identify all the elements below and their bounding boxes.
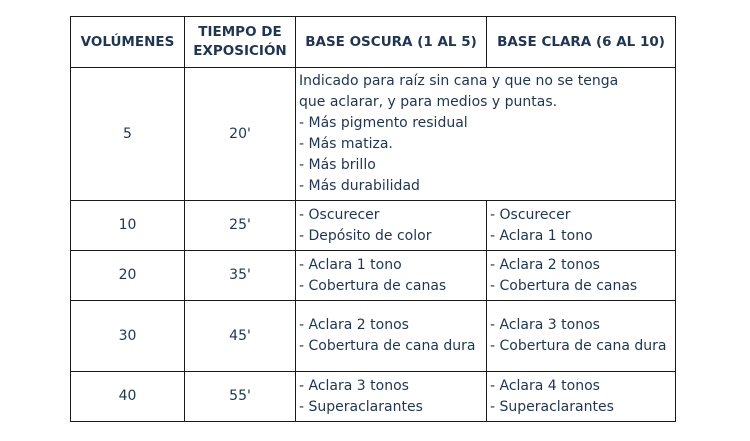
dark-item: - Oscurecer <box>299 206 380 223</box>
dark-base-cell <box>296 301 487 372</box>
description-item: - Más matiza. <box>299 136 393 152</box>
time-cell: 45' <box>185 301 296 372</box>
developer-volume-table <box>70 16 676 422</box>
light-item: - Aclara 4 tonos <box>490 377 600 394</box>
description-item: - Más durabilidad <box>299 178 420 194</box>
dark-item: - Aclara 3 tonos <box>299 377 409 394</box>
light-item: - Superaclarantes <box>490 398 614 415</box>
time-cell: 55' <box>185 372 296 422</box>
volume-cell: 20 <box>71 251 185 301</box>
table-row <box>71 68 676 201</box>
light-base-cell <box>487 201 676 251</box>
header-light-base: BASE CLARA (6 AL 10) <box>487 17 676 68</box>
dark-item: - Aclara 2 tonos <box>299 317 409 333</box>
light-item: - Cobertura de cana dura <box>490 338 667 354</box>
volume-cell: 40 <box>71 372 185 422</box>
light-base-cell <box>487 301 676 372</box>
header-time-line1: TIEMPO DE <box>198 24 282 40</box>
combined-description-cell <box>296 68 676 201</box>
dark-base-cell <box>296 251 487 301</box>
time-cell: 25' <box>185 201 296 251</box>
table-row <box>71 372 676 422</box>
time-cell: 20' <box>185 68 296 201</box>
light-item: - Aclara 1 tono <box>490 227 593 244</box>
header-time-line2: EXPOSICIÓN <box>193 43 287 59</box>
volume-cell: 30 <box>71 301 185 372</box>
time-cell: 35' <box>185 251 296 301</box>
light-base-cell <box>487 251 676 301</box>
light-base-cell <box>487 372 676 422</box>
header-exposure-time <box>185 17 296 68</box>
dark-base-cell <box>296 201 487 251</box>
dark-base-cell <box>296 372 487 422</box>
table-row <box>71 301 676 372</box>
header-dark-base: BASE OSCURA (1 AL 5) <box>296 17 487 68</box>
volume-cell: 5 <box>71 68 185 201</box>
volume-cell: 10 <box>71 201 185 251</box>
light-item: - Aclara 2 tonos <box>490 256 600 273</box>
description-item: - Más pigmento residual <box>299 115 468 131</box>
header-volumes: VOLÚMENES <box>71 17 185 68</box>
table-row <box>71 201 676 251</box>
description-intro: Indicado para raíz sin cana y que no se tenga que aclarar, y para medios y puntas. <box>299 73 619 110</box>
dark-item: - Depósito de color <box>299 227 432 244</box>
light-item: - Aclara 3 tonos <box>490 317 600 333</box>
dark-item: - Aclara 1 tono <box>299 256 402 273</box>
light-item: - Oscurecer <box>490 206 571 223</box>
dark-item: - Cobertura de cana dura <box>299 338 476 354</box>
description-item: - Más brillo <box>299 157 376 173</box>
dark-item: - Cobertura de canas <box>299 277 447 294</box>
light-item: - Cobertura de canas <box>490 277 638 294</box>
table-row <box>71 251 676 301</box>
dark-item: - Superaclarantes <box>299 398 423 415</box>
header-row <box>71 17 676 68</box>
